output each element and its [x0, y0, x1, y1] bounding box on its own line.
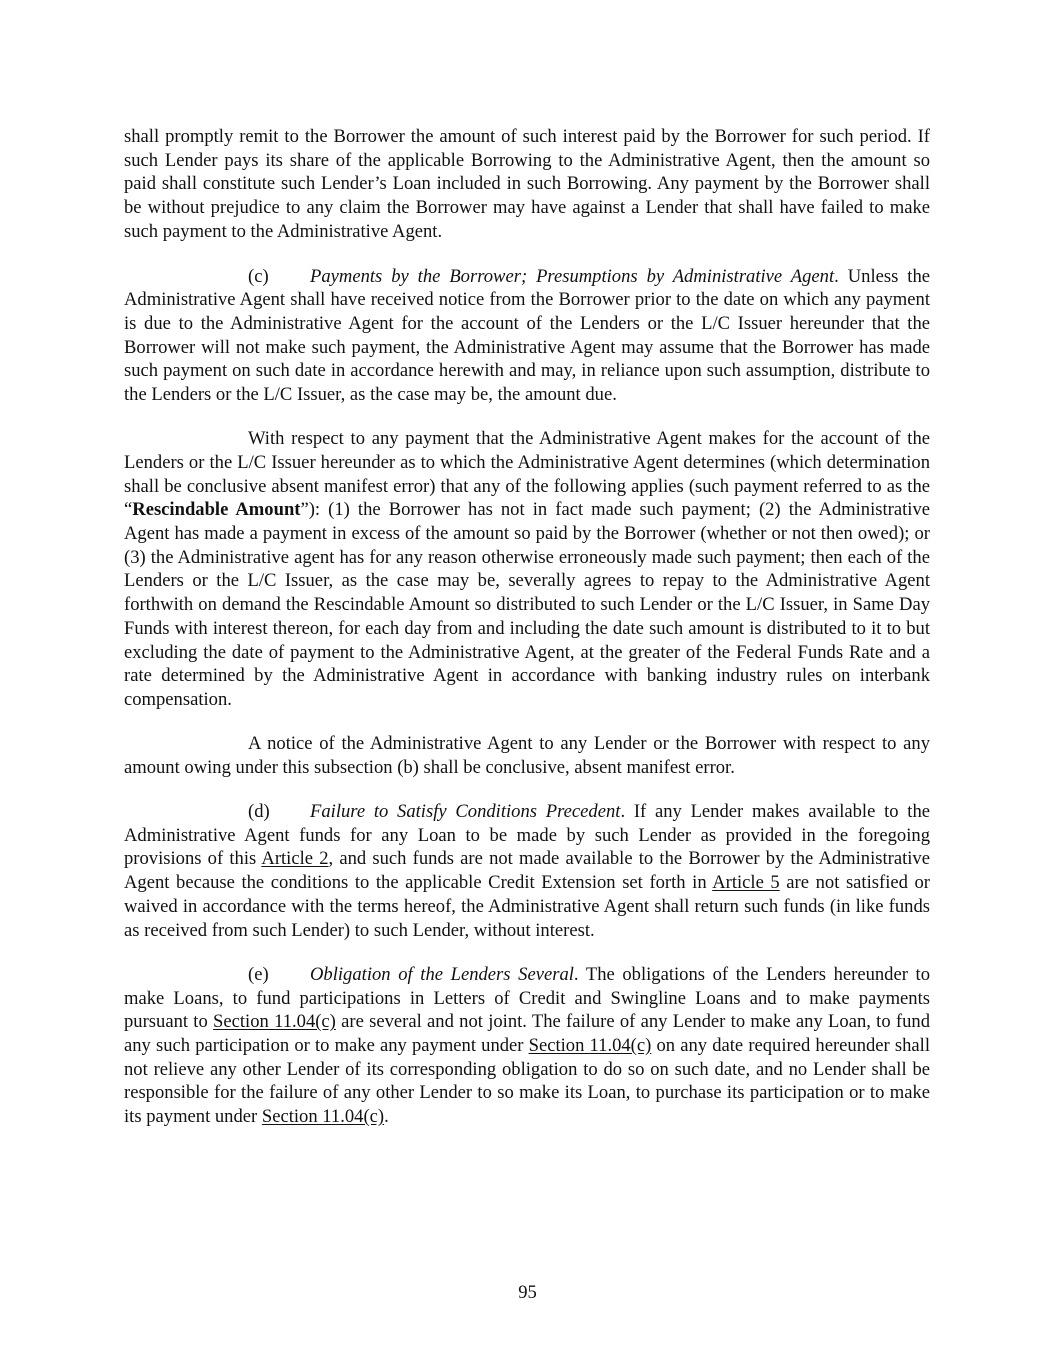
section-c-heading-end: .: [834, 265, 839, 287]
rescindable-amount-paragraph: [124, 427, 930, 711]
section-d-paragraph: [124, 800, 930, 942]
section-d-marker: (d): [248, 801, 270, 823]
notice-text: A notice of the Administrative Agent to any Lender or the Borrower with respect to any amount owing under this subsection (b) shall be conclusive, absent manifest error.: [124, 733, 930, 778]
section-d-text-3: are not satisfied or waived in accordance with the terms hereof, the Administrative Agent shall return such funds (in like funds as received from such Lender) to such Lender, without interest.: [124, 872, 930, 941]
section-11-04c-link-2[interactable]: Section 11.04(c): [528, 1034, 652, 1056]
section-e-text-3: on any date required hereunder shall not relieve any other Lender of its corresponding obligation to do so on such date, and no Lender shall be responsible for the failure of any other Lender to so make its Loan, to purchase its participation or to make its payment under: [124, 1034, 930, 1128]
page-number: 95: [518, 1282, 537, 1303]
section-e-heading: Obligation of the Lenders Several: [310, 963, 574, 985]
defined-term-rescindable-amount: Rescindable Amount: [132, 499, 301, 521]
rescindable-text-after: ”): (1) the Borrower has not in fact made such payment; (2) the Administrative Agent has made a payment in excess of the amount so paid by the Borrower (whether or not then owed); or (3) the Administrative agent has for any reason otherwise erroneously made such payment; then each of the Lenders or the L/C Issuer, as the case may be, severally agrees to repay to the Administrative Agent forthwith on demand the Rescindable Amount so distributed to such Lender or the L/C Issuer, in Same Day Funds with interest thereon, for each day from and including the date such amount is distributed to it to but excluding the date of payment to the Administrative Agent, at the greater of the Federal Funds Rate and a rate determined by the Administrative Agent in accordance with banking industry rules on interbank compensation.: [124, 499, 930, 710]
section-e-text-1: The obligations of the Lenders hereunder to make Loans, to fund participations in Letters of Credit and Swingline Loans and to make payments pursuant to: [124, 963, 930, 1033]
article-2-link[interactable]: Article 2: [261, 848, 329, 870]
section-c-text: Unless the Administrative Agent shall have received notice from the Borrower prior to the date on which any payment is due to the Administrative Agent for the account of the Lenders or the L/C Issuer hereunder that the Borrower will not make such payment, the Administrative Agent may assume that the Borrower has made such payment on such date in accordance herewith and may, in reliance upon such assumption, distribute to the Lenders or the L/C Issuer, as the case may be, the amount due.: [124, 265, 930, 406]
section-e-marker: (e): [248, 963, 269, 985]
section-d-text-2: , and such funds are not made available to the Borrower by the Administrative Agent because the conditions to the applicable Credit Extension set forth in: [124, 848, 930, 894]
section-e-paragraph: [124, 963, 930, 1129]
section-c-heading: Payments by the Borrower; Presumptions by Administrative Agent: [310, 265, 835, 287]
section-e-heading-end: .: [573, 963, 579, 985]
notice-paragraph: [124, 732, 930, 779]
section-e-text-2: are several and not joint. The failure of any Lender to make any Loan, to fund any such participation or to make any payment under: [124, 1011, 930, 1056]
section-c-marker: (c): [248, 265, 269, 287]
section-d-heading-end: .: [620, 801, 626, 823]
section-11-04c-link-1[interactable]: Section 11.04(c): [213, 1011, 336, 1033]
section-c-paragraph: [124, 265, 930, 407]
section-d-text-1: If any Lender makes available to the Administrative Agent funds for any Loan to be made by such Lender as provided in the foregoing provisions of this: [124, 801, 931, 870]
rescindable-text-before: With respect to any payment that the Administrative Agent makes for the account of the Lenders or the L/C Issuer hereunder as to which the Administrative Agent determines (which determination shall be conclusive absent manifest error) that any of the following applies (such payment referred to as the “: [124, 428, 930, 521]
document-body: [124, 125, 930, 1149]
section-e-text-4: .: [384, 1106, 389, 1128]
paragraph-text: shall promptly remit to the Borrower the amount of such interest paid by the Borrower for such period. If such Lender pays its share of the applicable Borrowing to the Administrative Agent, then the amount so paid shall constitute such Lender’s Loan included in such Borrowing. Any payment by the Borrower shall be without prejudice to any claim the Borrower may have against a Lender that shall have failed to make such payment to the Administrative Agent.: [124, 126, 930, 242]
section-d-heading: Failure to Satisfy Conditions Precedent: [310, 801, 621, 823]
paragraph-continued: [124, 125, 930, 244]
section-11-04c-link-3[interactable]: Section 11.04(c): [261, 1106, 385, 1128]
article-5-link[interactable]: Article 5: [712, 872, 780, 894]
